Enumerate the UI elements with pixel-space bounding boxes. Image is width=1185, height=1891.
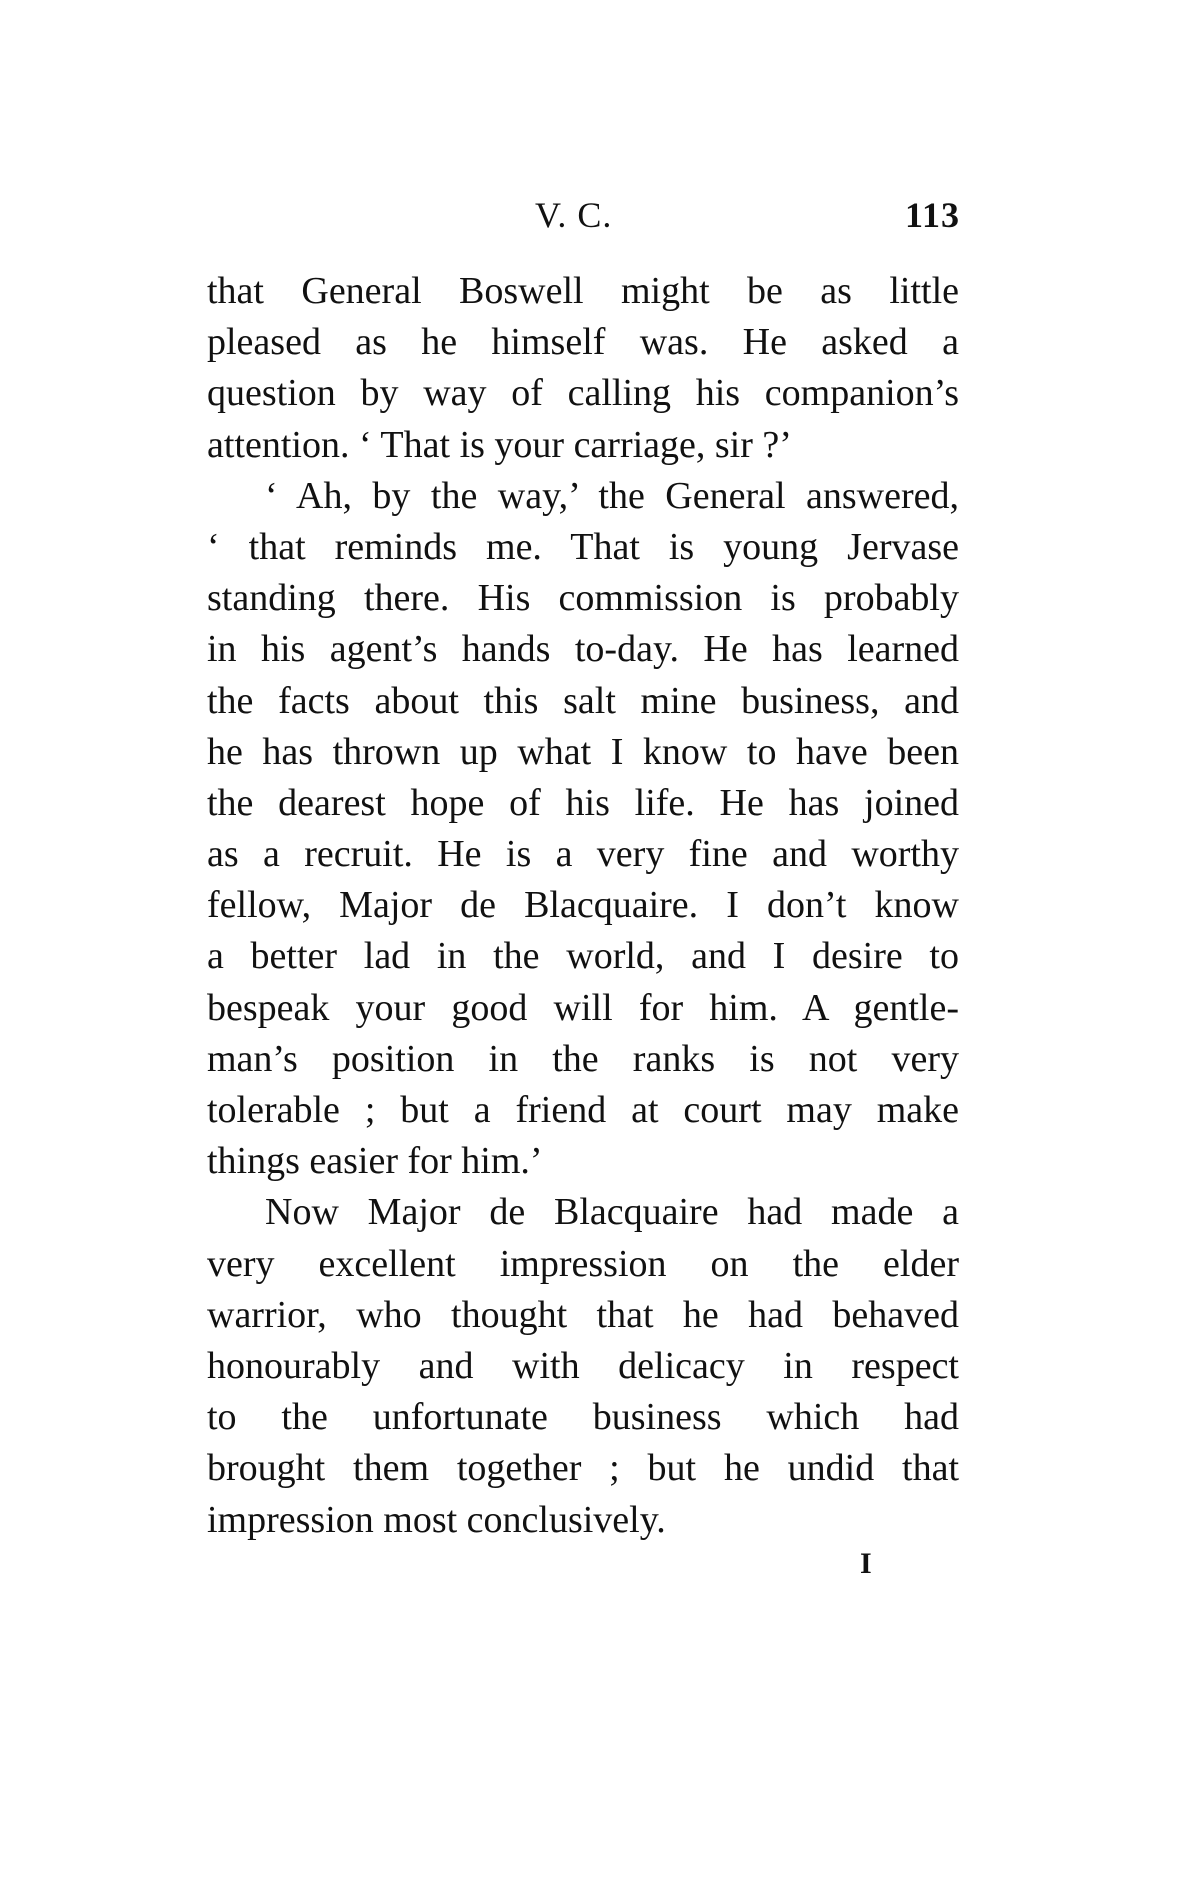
- text-line: honourably and with delicacy in respect: [207, 1344, 959, 1387]
- text-line: warrior, who thought that he had behaved: [207, 1293, 959, 1336]
- signature-mark: I: [860, 1547, 872, 1580]
- text-line: man’s position in the ranks is not very: [207, 1037, 959, 1080]
- text-line: brought them together ; but he undid that: [207, 1447, 959, 1490]
- text-line: in his agent’s hands to-day. He has learned: [207, 628, 959, 671]
- text-line: as a recruit. He is a very fine and worthy: [207, 833, 959, 876]
- paragraph-start-line: Now Major de Blacquaire had made a: [265, 1191, 959, 1234]
- text-line: the facts about this salt mine business, and: [207, 679, 959, 722]
- text-line: the dearest hope of his life. He has joined: [207, 781, 959, 824]
- text-line: standing there. His commission is probably: [207, 577, 959, 620]
- text-line: ‘ that reminds me. That is young Jervase: [207, 525, 959, 568]
- paragraph-start-line: ‘ Ah, by the way,’ the General answered,: [265, 474, 959, 517]
- text-line: bespeak your good will for him. A gentle-: [207, 986, 959, 1029]
- text-line: he has thrown up what I know to have been: [207, 730, 959, 773]
- text-line: pleased as he himself was. He asked a: [207, 321, 959, 364]
- text-line: impression most conclusively.: [207, 1498, 666, 1541]
- running-head: [205, 190, 960, 240]
- text-line: very excellent impression on the elder: [207, 1242, 959, 1285]
- running-title: V. C.: [535, 195, 613, 235]
- text-line: a better lad in the world, and I desire to: [207, 935, 959, 978]
- text-line: attention. ‘ That is your carriage, sir ?’: [207, 423, 792, 466]
- text-line: to the unfortunate business which had: [207, 1396, 959, 1439]
- page-number: 113: [904, 195, 960, 235]
- body-text: [207, 266, 959, 1546]
- text-line: tolerable ; but a friend at court may make: [207, 1089, 959, 1131]
- text-line: things easier for him.’: [207, 1140, 543, 1183]
- text-line: that General Boswell might be as little: [207, 270, 959, 312]
- text-line: question by way of calling his companion’s: [207, 372, 959, 415]
- text-line: fellow, Major de Blacquaire. I don’t know: [207, 884, 959, 927]
